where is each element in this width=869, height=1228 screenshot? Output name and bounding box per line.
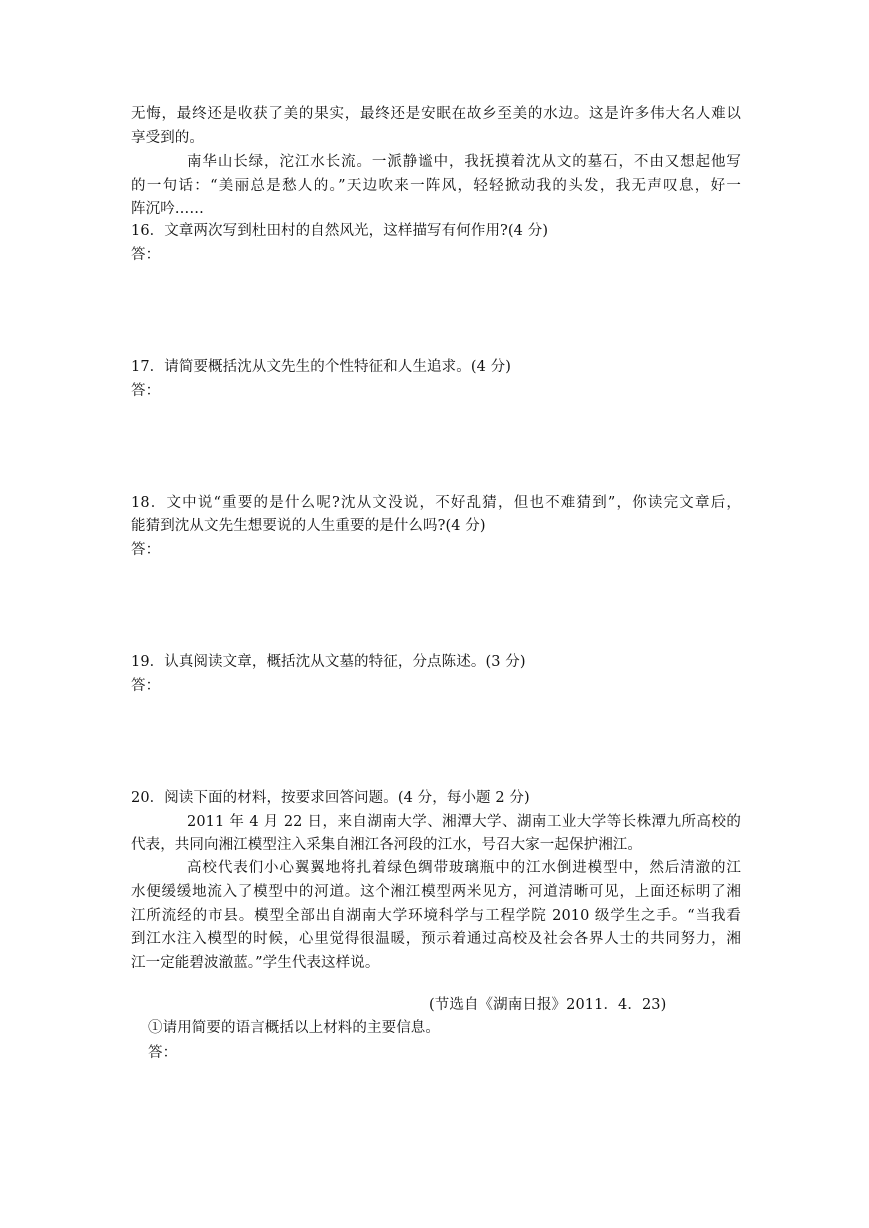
material-line: 代表，共同向湘江模型注入采集自湘江各河段的江水，号召大家一起保护湘江。 — [131, 837, 642, 853]
passage-line: 无悔，最终还是收获了美的果实，最终还是安眠在故乡至美的水边。这是许多伟大名人难以 — [131, 106, 741, 122]
question-19: 19．认真阅读文章，概括沈从文墓的特征，分点陈述。(3 分) — [131, 654, 526, 670]
material-line: 高校代表们小心翼翼地将扎着绿色绸带玻璃瓶中的江水倒进模型中，然后清澈的江 — [187, 860, 741, 876]
question-18: 18．文中说“重要的是什么呢?沈从文没说，不好乱猜，但也不难猜到”，你读完文章后， — [131, 495, 741, 511]
question-17: 17．请简要概括沈从文先生的个性特征和人生追求。(4 分) — [131, 359, 511, 375]
sub-question-1: ①请用简要的语言概括以上材料的主要信息。 — [148, 1020, 440, 1036]
source-citation: (节选自《湖南日报》2011．4．23) — [429, 997, 667, 1013]
material-line: 2011 年 4 月 22 日，来自湖南大学、湘潭大学、湖南工业大学等长株潭九所高校的 — [187, 814, 741, 830]
answer-label-20: 答： — [148, 1045, 178, 1061]
material-line: 江一定能碧波澈蓝。”学生代表这样说。 — [131, 955, 380, 971]
passage-line: 的一句话：“美丽总是愁人的。”天边吹来一阵风，轻轻掀动我的头发，我无声叹息，好一 — [131, 178, 741, 194]
material-line: 水便缓缓地流入了模型中的河道。这个湘江模型两米见方，河道清晰可见，上面还标明了湘 — [131, 884, 741, 900]
answer-label-19: 答： — [131, 678, 161, 694]
question-20-heading: 20．阅读下面的材料，按要求回答问题。(4 分，每小题 2 分) — [131, 790, 530, 806]
passage-line: 享受到的。 — [131, 130, 204, 146]
material-line: 到江水注入模型的时候，心里觉得很温暖，预示着通过高校及社会各界人士的共同努力，湘 — [131, 931, 741, 947]
question-16: 16．文章两次写到杜田村的自然风光，这样描写有何作用?(4 分) — [131, 223, 549, 239]
answer-label-17: 答： — [131, 383, 161, 399]
answer-label-16: 答： — [131, 247, 161, 263]
passage-line: 阵沉吟…… — [131, 201, 204, 217]
material-line: 江所流经的市县。模型全部出自湖南大学环境科学与工程学院 2010 级学生之手。“当我看 — [131, 908, 741, 924]
question-18-line-2: 能猜到沈从文先生想要说的人生重要的是什么吗?(4 分) — [131, 518, 486, 534]
answer-label-18: 答： — [131, 542, 161, 558]
passage-line: 南华山长绿，沱江水长流。一派静谧中，我抚摸着沈从文的墓石，不由又想起他写 — [187, 154, 741, 170]
